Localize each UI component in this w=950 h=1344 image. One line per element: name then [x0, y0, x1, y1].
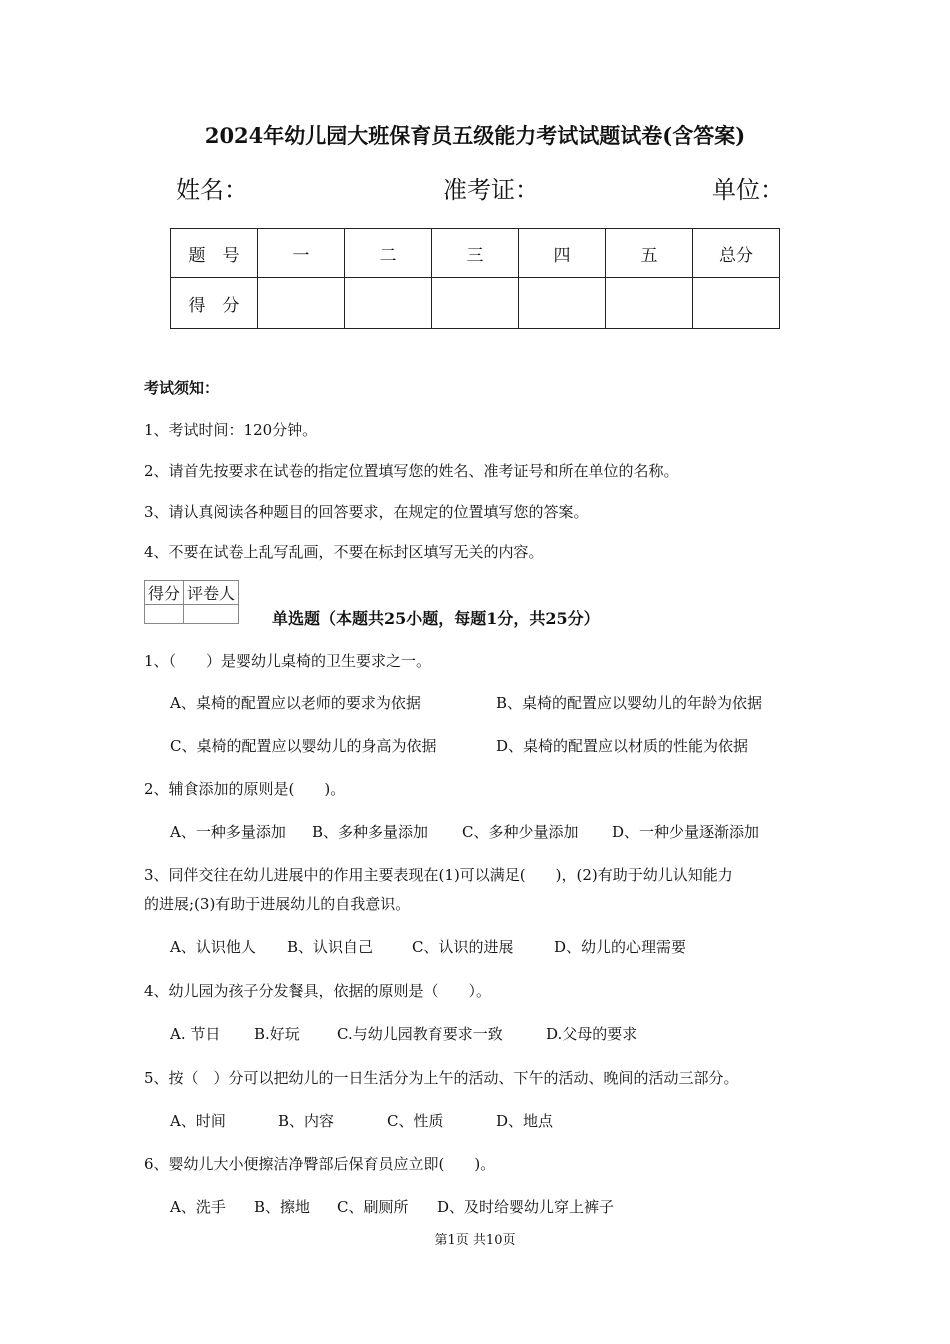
option-b[interactable]: B、认识自己: [287, 938, 374, 956]
score-cell[interactable]: [519, 278, 606, 329]
option-d[interactable]: D、幼儿的心理需要: [554, 938, 687, 956]
option-b[interactable]: B、桌椅的配置应以婴幼儿的年龄为依据: [496, 694, 763, 712]
option-c[interactable]: C、认识的进展: [412, 938, 514, 956]
question-stem: 5、按（ ）分可以把幼儿的一日生活分为上午的活动、下午的活动、晚间的活动三部分。: [144, 1069, 739, 1087]
page-footer: 第1页 共10页: [434, 1233, 516, 1248]
option-b[interactable]: B.好玩: [254, 1025, 300, 1043]
option-d[interactable]: D.父母的要求: [546, 1025, 638, 1043]
question-stem: 1、（ ）是婴幼儿桌椅的卫生要求之一。: [144, 652, 432, 670]
notice-item: 4、不要在试卷上乱写乱画，不要在标封区填写无关的内容。: [144, 543, 544, 561]
score-table-header-row: [171, 229, 780, 278]
option-a[interactable]: A、洗手: [170, 1198, 226, 1216]
question-stem-continued: 的进展;(3)有助于进展幼儿的自我意识。: [144, 895, 411, 913]
score-cell[interactable]: [432, 278, 519, 329]
score-cell[interactable]: [693, 278, 780, 329]
option-b[interactable]: B、多种多量添加: [312, 823, 429, 841]
score-cell[interactable]: [606, 278, 693, 329]
score-table-header-cell: 五: [606, 229, 693, 278]
option-d[interactable]: D、一种少量逐渐添加: [612, 823, 760, 841]
grader-name-cell[interactable]: [184, 605, 239, 624]
notice-item: 1、考试时间：120分钟。: [144, 421, 318, 439]
name-field-label: 姓名：: [176, 176, 248, 204]
question-stem: 3、同伴交往在幼儿进展中的作用主要表现在(1)可以满足( )，(2)有助于幼儿认知能力: [144, 866, 733, 884]
option-a[interactable]: A、一种多量添加: [170, 823, 286, 841]
section-title: 单选题（本题共25小题，每题1分，共25分）: [272, 609, 600, 628]
option-b[interactable]: B、内容: [278, 1112, 335, 1130]
score-table-header-cell: 题 号: [171, 229, 258, 278]
score-cell[interactable]: [258, 278, 345, 329]
score-cell[interactable]: [345, 278, 432, 329]
option-c[interactable]: C、刷厕所: [337, 1198, 409, 1216]
question-stem: 2、辅食添加的原则是( )。: [144, 780, 346, 798]
option-c[interactable]: C、性质: [387, 1112, 444, 1130]
question-stem: 4、幼儿园为孩子分发餐具，依据的原则是（ ）。: [144, 982, 492, 1000]
option-d[interactable]: D、及时给婴幼儿穿上裤子: [437, 1198, 615, 1216]
option-a[interactable]: A、桌椅的配置应以老师的要求为依据: [170, 694, 421, 712]
option-d[interactable]: D、地点: [496, 1112, 554, 1130]
option-c[interactable]: C.与幼儿园教育要求一致: [337, 1025, 503, 1043]
option-d[interactable]: D、桌椅的配置应以材质的性能为依据: [496, 737, 749, 755]
score-table-header-cell: 一: [258, 229, 345, 278]
grader-score-cell[interactable]: [145, 605, 184, 624]
score-table-header-cell: 三: [432, 229, 519, 278]
grader-name-label: 评卷人: [184, 581, 239, 605]
option-b[interactable]: B、擦地: [254, 1198, 311, 1216]
notice-heading: 考试须知：: [144, 379, 220, 397]
option-a[interactable]: A、时间: [170, 1112, 226, 1130]
option-c[interactable]: C、多种少量添加: [462, 823, 579, 841]
unit-field-label: 单位：: [712, 176, 784, 204]
option-a[interactable]: A. 节日: [170, 1025, 221, 1043]
option-a[interactable]: A、认识他人: [170, 938, 256, 956]
page-title: 2024年幼儿园大班保育员五级能力考试试题试卷(含答案): [204, 123, 746, 148]
grader-box: [144, 580, 239, 624]
exam-no-field-label: 准考证：: [443, 176, 539, 204]
notice-item: 2、请首先按要求在试卷的指定位置填写您的姓名、准考证号和所在单位的名称。: [144, 462, 679, 480]
score-table-header-cell: 二: [345, 229, 432, 278]
question-stem: 6、婴幼儿大小便擦洁净臀部后保育员应立即( )。: [144, 1155, 496, 1173]
score-table-header-cell: 总分: [693, 229, 780, 278]
score-table-score-row: [171, 278, 780, 329]
score-table-header-cell: 四: [519, 229, 606, 278]
notice-item: 3、请认真阅读各种题目的回答要求，在规定的位置填写您的答案。: [144, 503, 589, 521]
score-row-label: 得 分: [171, 278, 258, 329]
option-c[interactable]: C、桌椅的配置应以婴幼儿的身高为依据: [170, 737, 437, 755]
grader-score-label: 得分: [145, 581, 184, 605]
score-table: [170, 228, 780, 329]
